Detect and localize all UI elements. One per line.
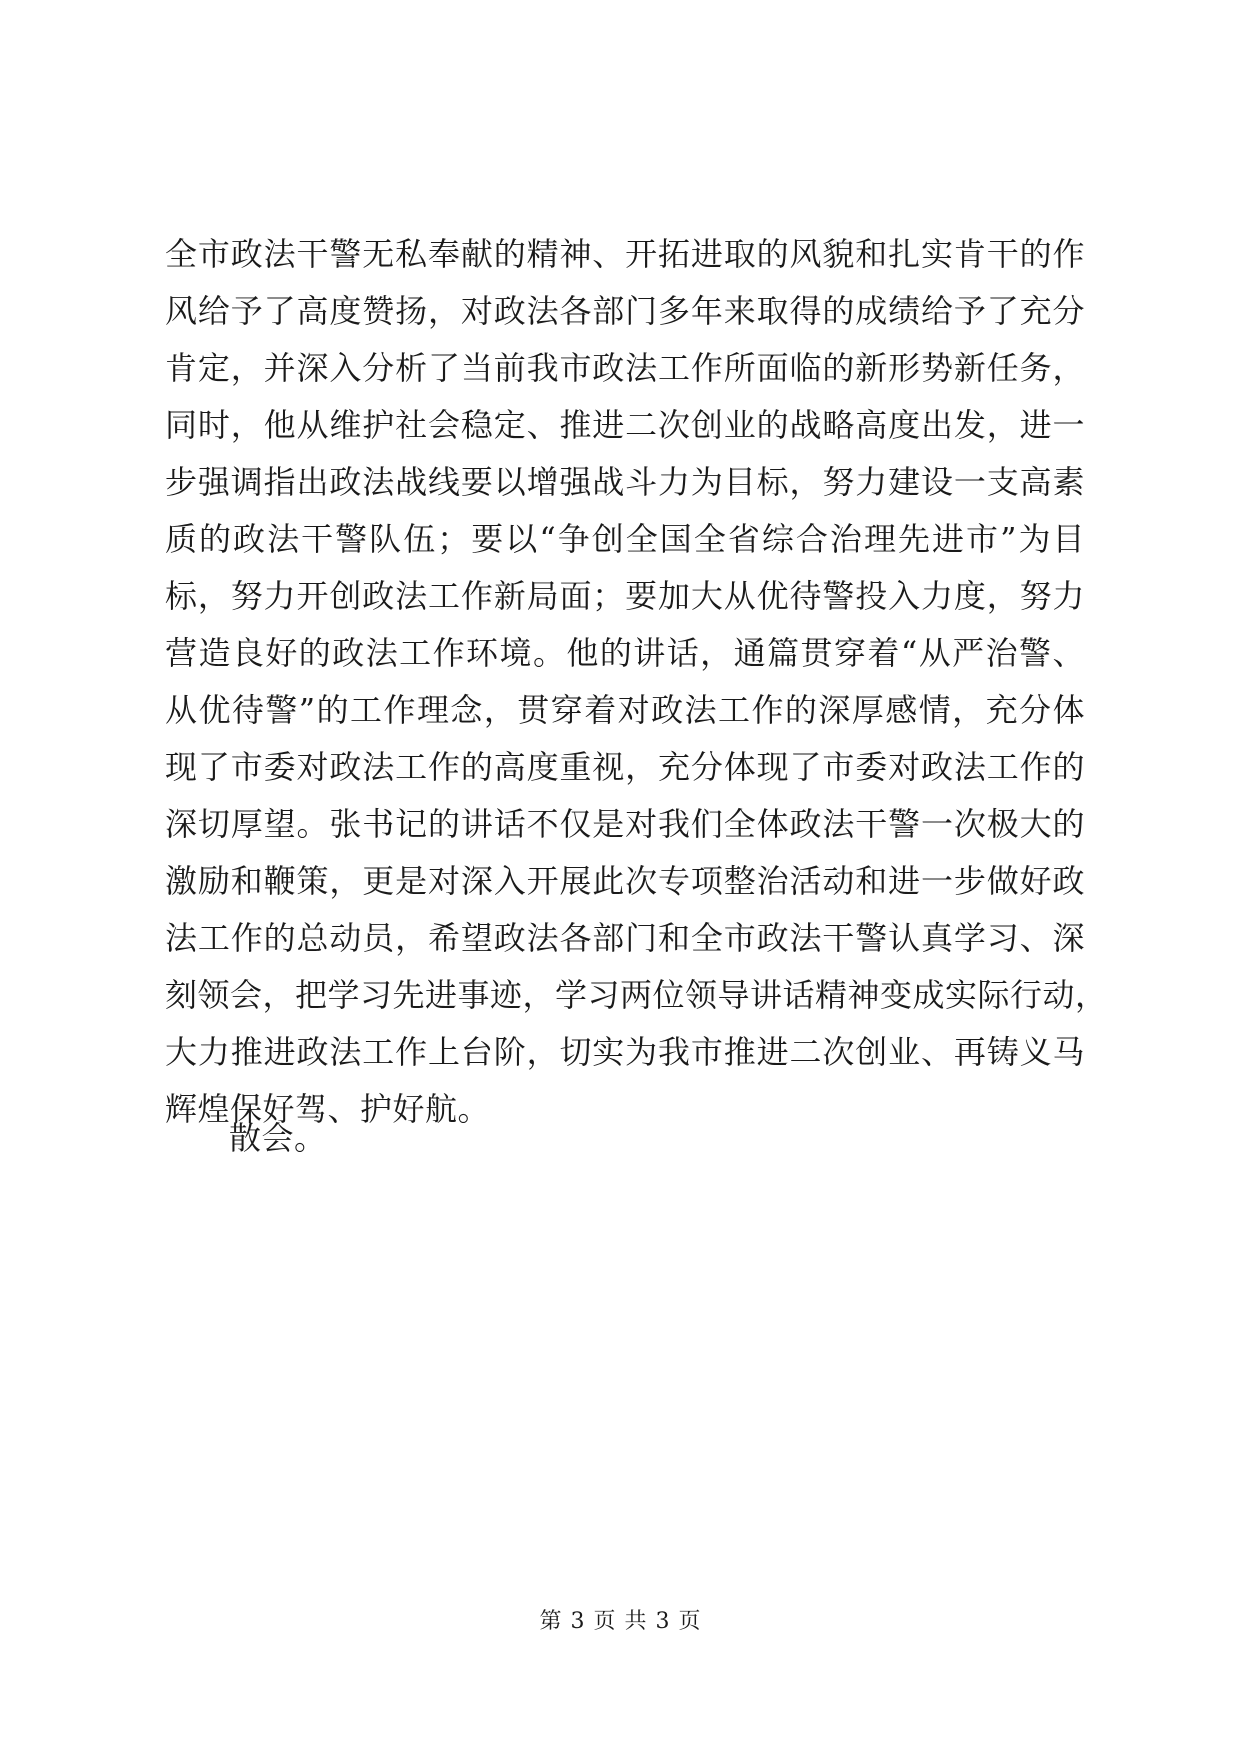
- paragraph-line: 法工作的总动员，希望政法各部门和全市政法干警认真学习、深: [165, 919, 1085, 957]
- paragraph-line: 辉煌保好驾、护好航。: [165, 1090, 491, 1128]
- page-footer: 第 3 页 共 3 页: [539, 1609, 702, 1634]
- paragraph-line: 肯定，并深入分析了当前我市政法工作所面临的新形势新任务，: [165, 349, 1085, 387]
- paragraph-line: 标，努力开创政法工作新局面；要加大从优待警投入力度，努力: [165, 577, 1085, 615]
- paragraph-line: 从优待警”的工作理念，贯穿着对政法工作的深厚感情，充分体: [165, 691, 1085, 729]
- paragraph-line: 步强调指出政法战线要以增强战斗力为目标，努力建设一支高素: [165, 463, 1085, 501]
- closing-paragraph: 散会。: [229, 1119, 327, 1157]
- paragraph-line: 深切厚望。张书记的讲话不仅是对我们全体政法干警一次极大的: [165, 805, 1085, 843]
- body-paragraph: [165, 226, 1108, 1138]
- paragraph-line: 刻领会，把学习先进事迹，学习两位领导讲话精神变成实际行动，: [165, 976, 1108, 1014]
- paragraph-line: 质的政法干警队伍；要以“争创全国全省综合治理先进市”为目: [165, 520, 1085, 558]
- paragraph-line: 大力推进政法工作上台阶，切实为我市推进二次创业、再铸义马: [165, 1033, 1085, 1071]
- paragraph-line: 营造良好的政法工作环境。他的讲话，通篇贯穿着“从严治警、: [165, 634, 1085, 672]
- paragraph-line: 全市政法干警无私奉献的精神、开拓进取的风貌和扎实肯干的作: [165, 235, 1085, 273]
- paragraph-line: 激励和鞭策，更是对深入开展此次专项整治活动和进一步做好政: [165, 862, 1085, 900]
- paragraph-line: 现了市委对政法工作的高度重视，充分体现了市委对政法工作的: [165, 748, 1085, 786]
- paragraph-line: 风给予了高度赞扬，对政法各部门多年来取得的成绩给予了充分: [165, 292, 1085, 330]
- paragraph-line: 同时，他从维护社会稳定、推进二次创业的战略高度出发，进一: [165, 406, 1085, 444]
